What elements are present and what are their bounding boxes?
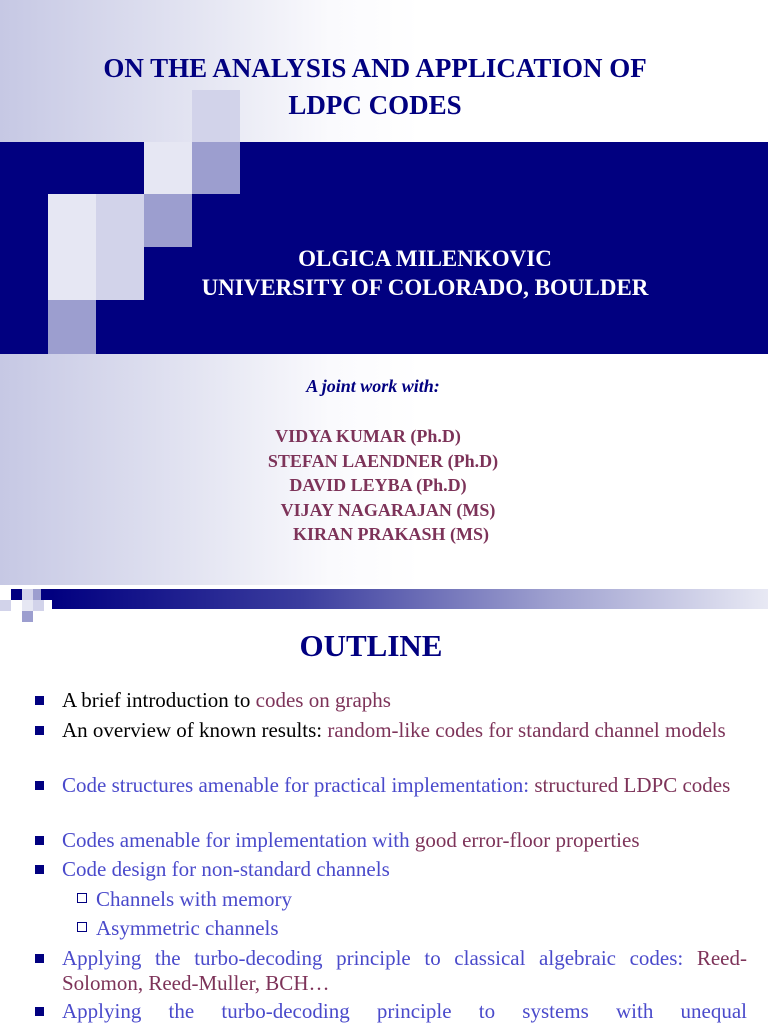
item-text: Code structures amenable for practical implementation: (62, 773, 535, 797)
slide-title (0, 50, 750, 124)
item-text: Applying the turbo-decoding principle to systems with unequal (62, 999, 747, 1023)
outline-item (62, 688, 747, 713)
collaborator-list (0, 424, 768, 547)
item-highlight: random-like codes for standard channel models (327, 718, 726, 742)
author-name: OLGICA MILENKOVIC (298, 246, 552, 271)
deco-square (48, 194, 96, 247)
collaborator: KIRAN PRAKASH (MS) (293, 524, 489, 544)
deco-square (22, 589, 33, 600)
square-bullet-icon (35, 1007, 44, 1016)
title-line: ON THE ANALYSIS AND APPLICATION OF (103, 53, 647, 83)
square-bullet-icon (35, 865, 44, 874)
item-text: An overview of known results: (62, 718, 328, 742)
square-bullet-icon (35, 726, 44, 735)
deco-square (144, 194, 192, 247)
author-affiliation: UNIVERSITY OF COLORADO, BOULDER (201, 275, 649, 300)
outline-slide (0, 625, 768, 1024)
deco-square (0, 194, 48, 247)
deco-square (22, 611, 33, 622)
outline-subitem (96, 887, 696, 912)
outline-item (62, 828, 747, 853)
item-highlight: good error-floor properties (414, 828, 640, 852)
outline-item (62, 946, 747, 996)
deco-square (41, 589, 52, 600)
item-highlight: Reed-Solomon, Reed-Muller, BCH… (62, 946, 747, 995)
collaborator: STEFAN LAENDNER (Ph.D) (267, 450, 499, 471)
outline-title: OUTLINE (299, 628, 443, 663)
item-highlight: codes on graphs (255, 688, 391, 712)
joint-work-heading: A joint work with: (306, 376, 440, 396)
square-bullet-icon (35, 696, 44, 705)
deco-square (144, 142, 192, 194)
slide-divider (0, 585, 768, 625)
gradient-bar (52, 589, 768, 609)
deco-square (22, 600, 33, 611)
deco-square (11, 589, 22, 600)
item-text: Codes amenable for implementation with (62, 828, 415, 852)
deco-square (33, 600, 44, 611)
collaborator: VIDYA KUMAR (Ph.D) (275, 426, 461, 446)
outline-item (62, 999, 747, 1024)
outline-item (62, 773, 747, 798)
collaborator: VIJAY NAGARAJAN (MS) (280, 499, 496, 520)
deco-square (48, 300, 96, 354)
author-block (0, 244, 768, 302)
subitem-text: Asymmetric channels (96, 916, 279, 940)
hollow-square-bullet-icon (77, 922, 87, 932)
item-text: Applying the turbo-decoding principle to classical algebraic codes: (62, 946, 697, 970)
title-line: LDPC CODES (288, 90, 462, 120)
item-text: A brief introduction to (62, 688, 256, 712)
collaborator: DAVID LEYBA (Ph.D) (289, 475, 467, 495)
deco-square (192, 142, 240, 194)
square-bullet-icon (35, 954, 44, 963)
item-highlight: structured LDPC codes (534, 773, 731, 797)
subitem-text: Channels with memory (96, 887, 292, 911)
hollow-square-bullet-icon (77, 893, 87, 903)
outline-item (62, 718, 747, 743)
outline-subitem (96, 916, 696, 941)
square-bullet-icon (35, 781, 44, 790)
deco-square (0, 600, 11, 611)
item-text: Code design for non-standard channels (62, 857, 390, 881)
square-bullet-icon (35, 836, 44, 845)
deco-square (96, 194, 144, 247)
outline-item (62, 857, 747, 882)
